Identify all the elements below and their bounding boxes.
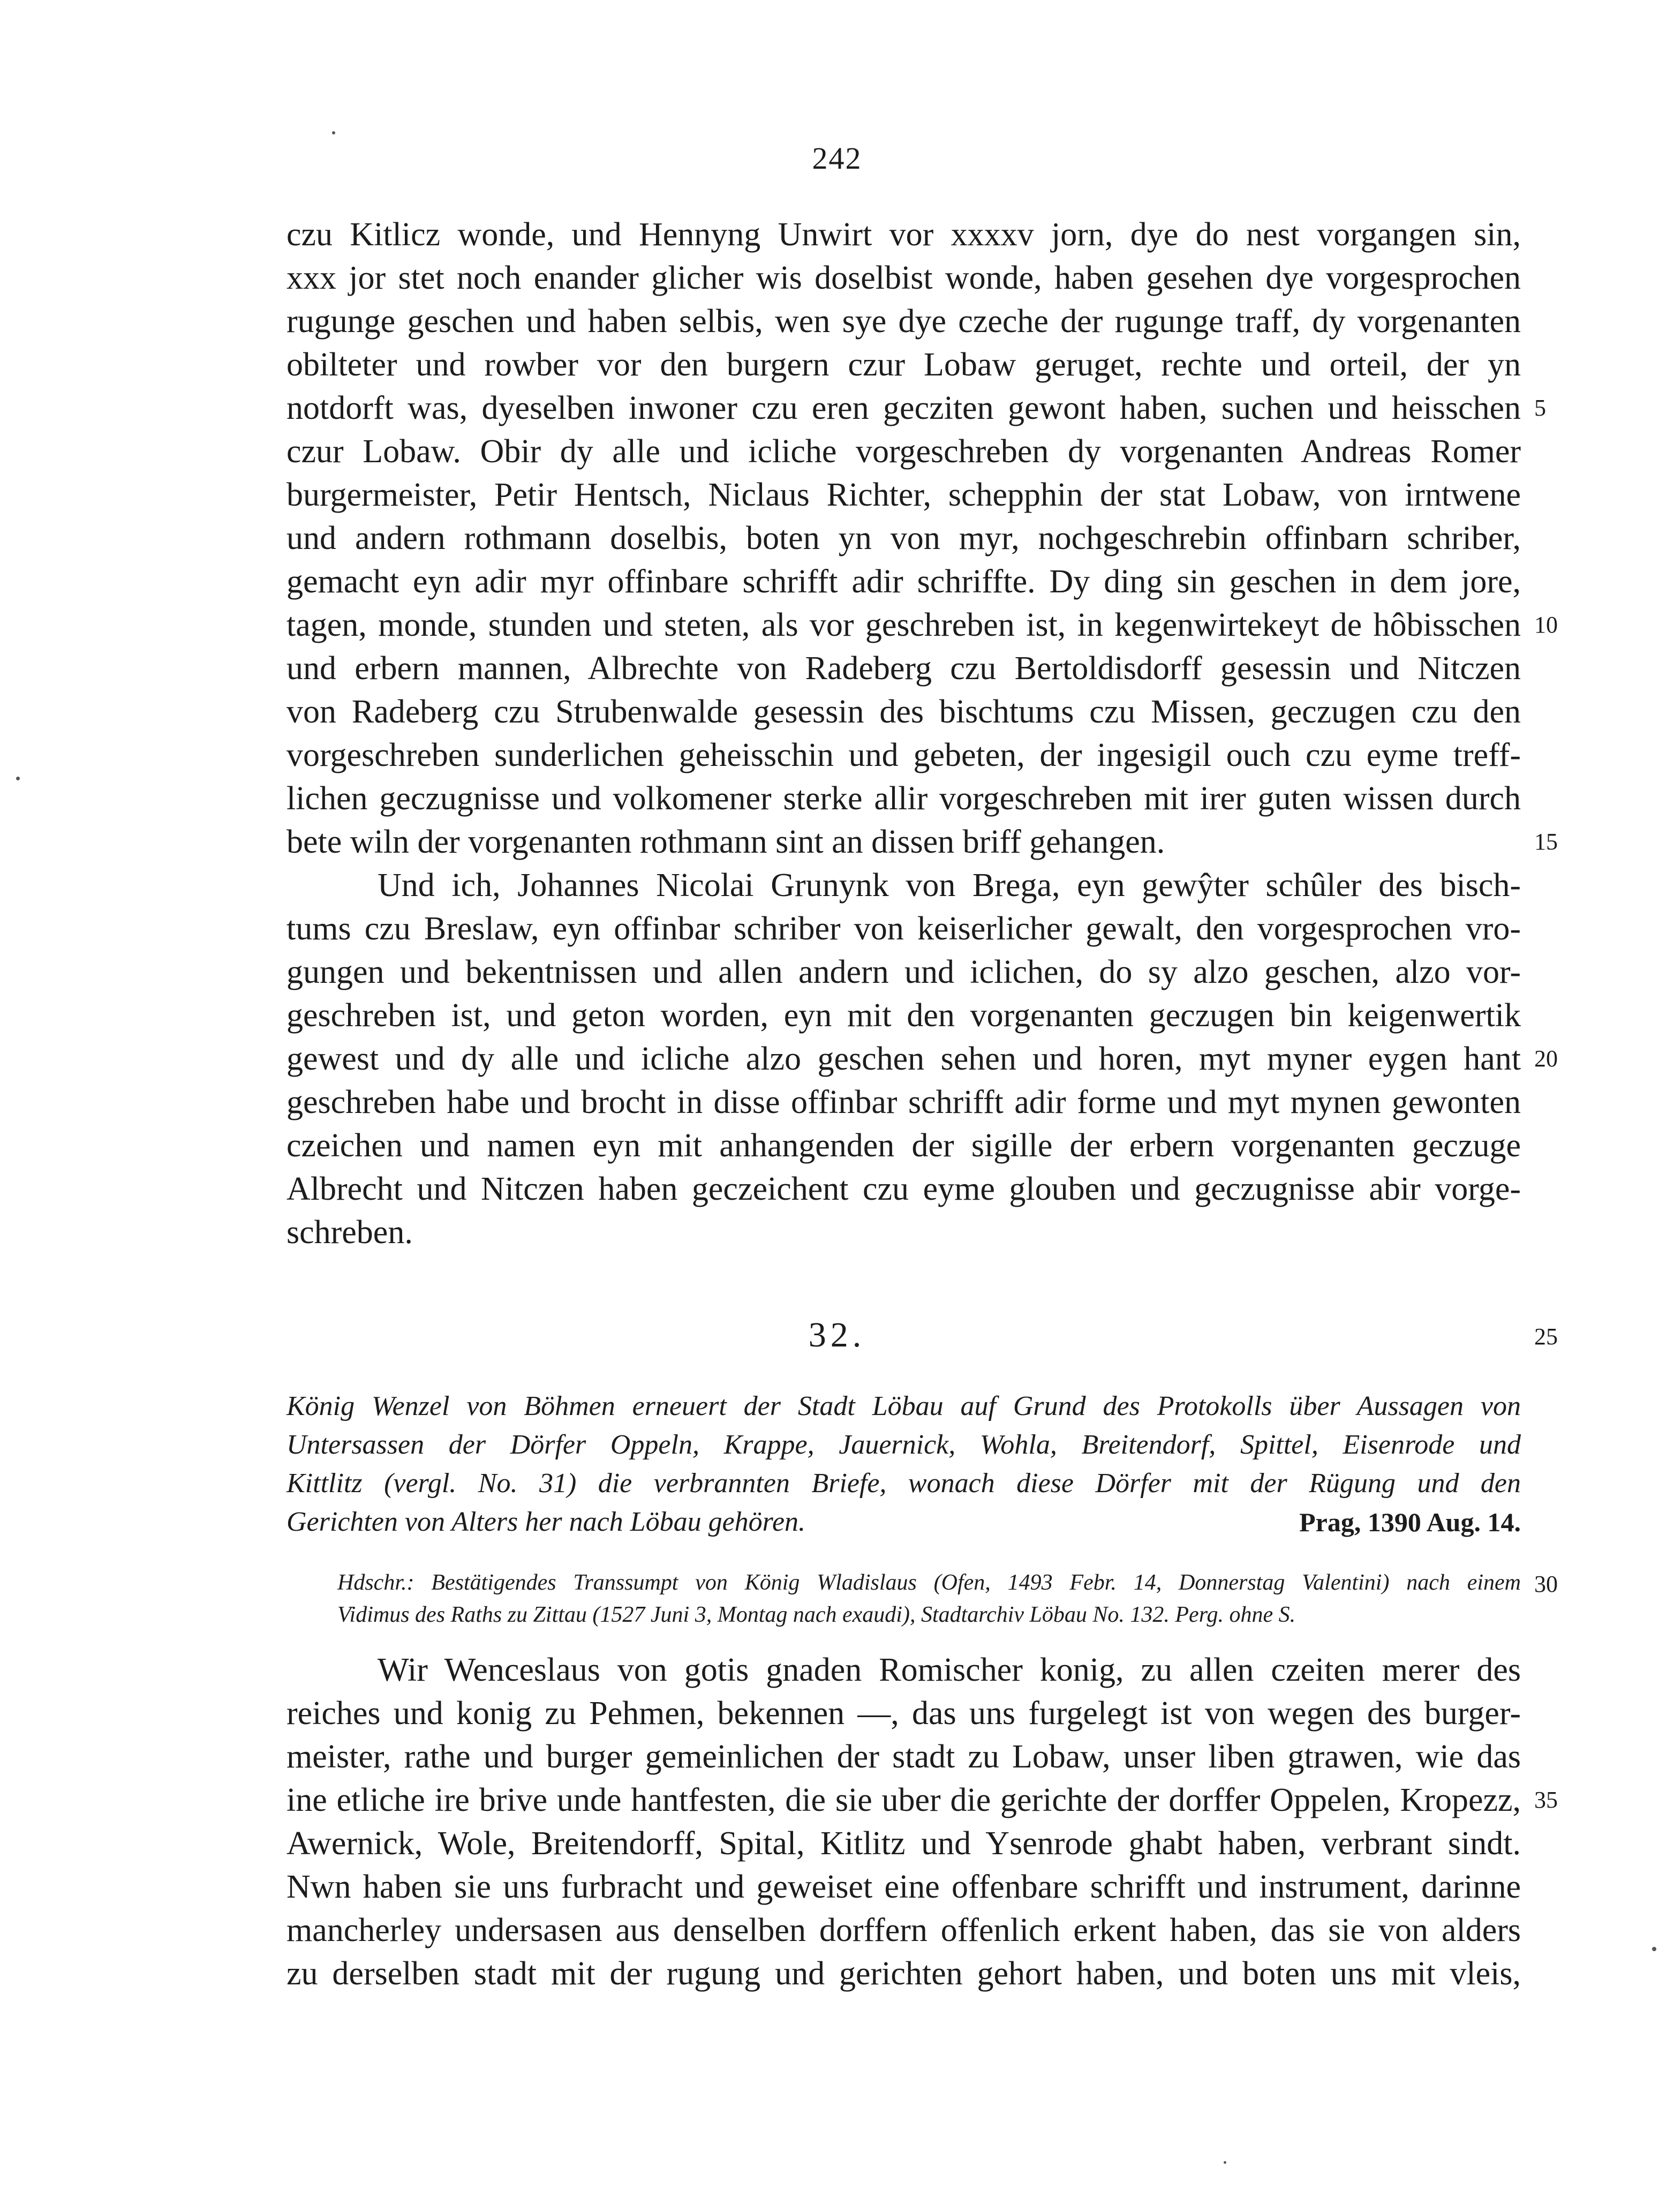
text-line: gewest und dy alle und icliche alzo geschen sehen und horen, myt myner eygen hant [286,1041,1521,1077]
text-line: czeichen und namen eyn mit anhangenden der sigille der erbern vorgenanten geczuge [286,1127,1521,1164]
body-text-upper [286,213,1558,1254]
scan-speck [16,777,20,780]
line-number: 20 [1534,1045,1558,1072]
text-line: obilteter und rowber vor den burgern czur Lobaw geruget, rechte und orteil, der yn [286,347,1521,383]
text-line: Und ich, Johannes Nicolai Grunynk von Brega, eyn gewŷter schûler des bisch- [378,867,1521,904]
text-line: burgermeister, Petir Hentsch, Niclaus Richter, schepphin der stat Lobaw, von irntwene [286,477,1521,513]
text-line: mancherley undersasen aus denselben dorffern offenlich erkent haben, das sie von alders [286,1912,1521,1948]
text-line: zu derselben stadt mit der rugung und gerichten gehort haben, und boten uns mit vleis, [286,1955,1521,1992]
document-summary [286,1387,1521,1541]
line-number: 25 [1534,1323,1558,1350]
text-line: schreben. [286,1214,413,1251]
page-number: 242 [812,141,862,176]
text-line: vorgeschreben sunderlichen geheisschin und gebeten, der ingesigil ouch czu eyme treff- [286,737,1521,773]
scan-speck [1224,2161,1226,2164]
text-line: xxx jor stet noch enander glicher wis doselbist wonde, haben gesehen dye vorgesprochen [286,260,1521,296]
text-line: bete wiln der vorgenanten rothmann sint an dissen briff gehangen. [286,824,1165,860]
line-number: 35 [1534,1787,1558,1813]
text-line: tagen, monde, stunden und steten, als vor geschreben ist, in kegenwirtekeyt de hôbisschen [286,607,1521,643]
text-line: Nwn haben sie uns furbracht und geweiset eine offenbare schrifft und instrument, darinne [286,1869,1521,1905]
scan-speck [1652,1947,1656,1951]
text-line: und erbern mannen, Albrechte von Radeberg czu Bertoldisdorff gesessin und Nitczen [286,650,1521,687]
text-line: ine etliche ire brive unde hantfesten, die sie uber die gerichte der dorffer Oppelen, Kropezz, [286,1782,1521,1818]
source-line: Hdschr.: Bestätigendes Transsumpt von König Wladislaus (Ofen, 1493 Febr. 14, Donnerstag Valentini) nach einem [337,1570,1521,1595]
summary-line: Kittlitz (vergl. No. 31) die verbrannten Briefe, wonach diese Dörfer mit der Rügung und den [286,1468,1521,1499]
summary-text: Gerichten von Alters her nach Löbau gehören. [286,1507,806,1537]
text-line: notdorft was, dyeselben inwoner czu eren gecziten gewont haben, suchen und heisschen [286,390,1521,426]
text-line: tums czu Breslaw, eyn offinbar schriber von keiserlicher gewalt, den vorgesprochen vro- [286,911,1521,947]
text-line: gemacht eyn adir myr offinbare schrifft adir schriffte. Dy ding sin geschen in dem jore, [286,563,1521,600]
source-line: Vidimus des Raths zu Zittau (1527 Juni 3, Montag nach exaudi), Stadtarchiv Löbau No. 132. Perg. ohne S. [337,1602,1296,1627]
text-line: und andern rothmann doselbis, boten yn von myr, nochgeschrebin offinbarn schriber, [286,520,1521,556]
body-text-lower [286,1649,1558,1996]
summary-line: König Wenzel von Böhmen erneuert der Stadt Löbau auf Grund des Protokolls über Aussagen von [286,1391,1521,1421]
document-number: 32. [808,1315,866,1355]
text-line: meister, rathe und burger gemeinlichen der stadt zu Lobaw, unser liben gtrawen, wie das [286,1739,1521,1775]
text-line: Wir Wenceslaus von gotis gnaden Romischer konig, zu allen czeiten merer des [378,1652,1521,1688]
text-line: czu Kitlicz wonde, und Hennyng Unwirt vor xxxxv jorn, dye do nest vorgangen sin, [286,216,1521,253]
text-line: geschreben ist, und geton worden, eyn mit den vorgenanten geczugen bin keigenwertik [286,997,1521,1034]
line-number: 5 [1534,395,1546,421]
text-line: geschreben habe und brocht in disse offinbar schrifft adir forme und myt mynen gewonten [286,1084,1521,1120]
line-number: 15 [1534,829,1558,855]
summary-line [286,1503,1521,1541]
source-note [337,1567,1521,1631]
text-line: von Radeberg czu Strubenwalde gesessin des bischtums czu Missen, geczugen czu den [286,694,1521,730]
text-line: Awernick, Wole, Breitendorff, Spital, Kitlitz und Ysenrode ghabt haben, verbrant sindt. [286,1825,1521,1862]
line-number: 10 [1534,612,1558,638]
scan-speck [332,131,335,134]
text-line: czur Lobaw. Obir dy alle und icliche vorgeschreben dy vorgenanten Andreas Romer [286,433,1521,470]
summary-line: Untersassen der Dörfer Oppeln, Krappe, Jauernick, Wohla, Breitendorf, Spittel, Eisenrode und [286,1429,1521,1460]
line-number: 30 [1534,1571,1558,1597]
text-line: Albrecht und Nitczen haben geczeichent czu eyme glouben und geczugnisse abir vorge- [286,1171,1521,1207]
text-line: rugunge geschen und haben selbis, wen sye dye czeche der rugunge traff, dy vorgenanten [286,303,1521,340]
summary-date: Prag, 1390 Aug. 14. [1299,1507,1521,1537]
text-line: reiches und konig zu Pehmen, bekennen —, das uns furgelegt ist von wegen des burger- [286,1695,1521,1732]
text-line: gungen und bekentnissen und allen andern und iclichen, do sy alzo geschen, alzo vor- [286,954,1521,990]
text-line: lichen geczugnisse und volkomener sterke allir vorgeschreben mit irer guten wissen durch [286,780,1521,817]
